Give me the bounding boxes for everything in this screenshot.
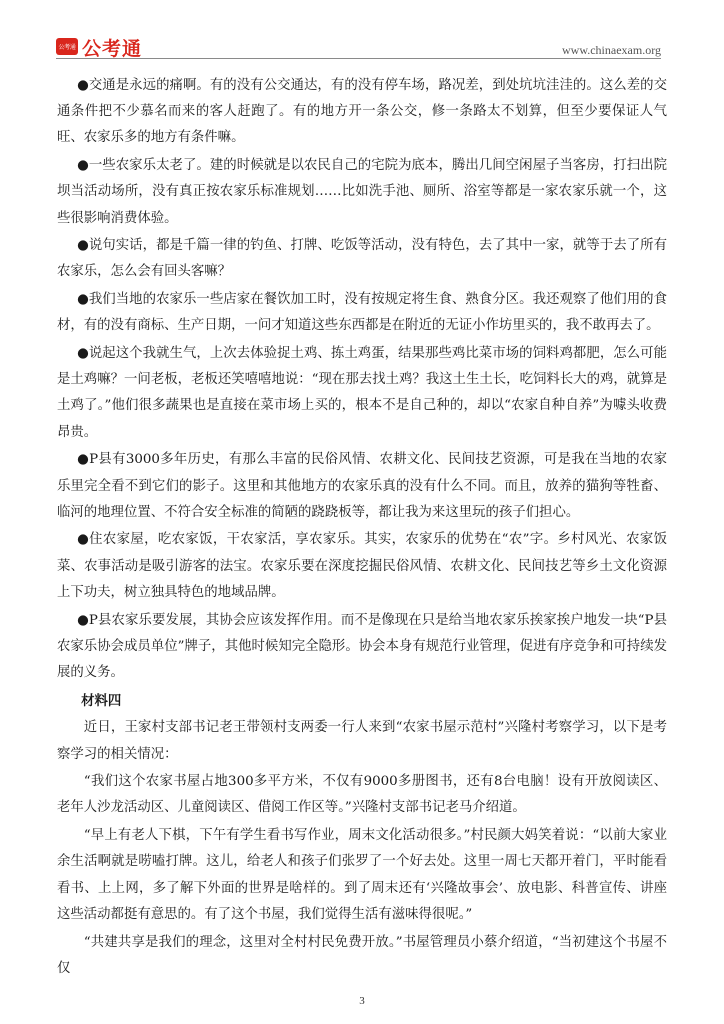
bullet-paragraph: ●住农家屋，吃农家饭，干农家活，享农家乐。其实，农家乐的优势在“农”字。乡村风光、农家饭菜、农事活动是吸引游客的法宝。农家乐要在深度挖掘民俗风情、农耕文化、民间技艺等乡土文化资源上下功夫，树立独具特色的地域品牌。 <box>57 532 667 600</box>
bullet-paragraph: ●P县有3000多年历史，有那么丰富的民俗风情、农耕文化、民间技艺资源，可是我在当地的农家乐里完全看不到它们的影子。这里和其他地方的农家乐真的没有什么不同。而且，放养的猫狗等牲畜、临河的地理位置、不符合安全标准的简陋的跷跷板等，都让我为来这里玩的孩子们担心。 <box>57 452 667 520</box>
body-paragraph: “早上有老人下棋，下午有学生看书写作业，周末文化活动很多。”村民颜大妈笑着说：“以前大家业余生活啊就是唠嗑打牌。这儿，给老人和孩子们张罗了一个好去处。这里一周七天都开着门，平时能看看书、上上网，多了解下外面的世界是啥样的。到了周末还有‘兴隆故事会’、放电影、科普宣传、讲座这些活动都挺有意思的。有了这个书屋，我们觉得生活有滋味得很呢。” <box>57 828 667 922</box>
bullet-paragraph: ●一些农家乐太老了。建的时候就是以农民自己的宅院为底本，腾出几间空闲屋子当客房，打扫出院坝当活动场所，没有真正按农家乐标准规划……比如洗手池、厕所、浴室等都是一家农家乐就一个，这些很影响消费体验。 <box>57 158 667 226</box>
bullet-paragraph: ●我们当地的农家乐一些店家在餐饮加工时，没有按规定将生食、熟食分区。我还观察了他们用的食材，有的没有商标、生产日期，一问才知道这些东西都是在附近的无证小作坊里买的，我不敢再去了。 <box>57 292 667 334</box>
logo-badge[interactable]: 公考通 <box>56 38 78 55</box>
body-paragraph: “我们这个农家书屋占地300多平方米，不仅有9000多册图书，还有8台电脑！设有开放阅读区、老年人沙龙活动区、儿童阅读区、借阅工作区等。”兴隆村支部书记老马介绍道。 <box>57 774 667 816</box>
header-divider <box>56 58 661 59</box>
body-paragraph: “共建共享是我们的理念，这里对全村村民免费开放。”书屋管理员小蔡介绍道，“当初建这个书屋不仅 <box>57 934 667 976</box>
document-body <box>57 73 667 983</box>
bullet-paragraph: ●交通是永远的痛啊。有的没有公交通达，有的没有停车场，路况差，到处坑坑洼洼的。这么差的交通条件把不少慕名而来的客人赶跑了。有的地方开一条公交，修一条路太不划算，但至少要保证人气旺、农家乐多的地方有条件嘛。 <box>57 78 667 146</box>
logo-text[interactable]: 公考通 <box>82 38 143 60</box>
section-title: 材料四 <box>81 692 122 709</box>
bullet-list <box>57 73 667 686</box>
bullet-paragraph: ●说句实话，都是千篇一律的钓鱼、打牌、吃饭等活动，没有特色，去了其中一家，就等于去了所有农家乐，怎么会有回头客嘛？ <box>57 238 667 280</box>
bullet-paragraph: ●P县农家乐要发展，其协会应该发挥作用。而不是像现在只是给当地农家乐挨家挨户地发一块“P县农家乐协会成员单位”牌子，其他时候知完全隐形。协会本身有规范行业管理，促进有序竞争和可持续发展的义务。 <box>57 612 667 680</box>
page-header <box>0 0 724 70</box>
bullet-paragraph: ●说起这个我就生气，上次去体验捉土鸡、拣土鸡蛋，结果那些鸡比菜市场的饲料鸡都肥，怎么可能是土鸡嘛？一问老板，老板还笑嘻嘻地说：“现在那去找土鸡？我这土生土长，吃饲料长大的鸡，就算是土鸡了。”他们很多蔬果也是直接在菜市场上买的，根本不是自己种的，却以“农家自种自养”为噱头收费昂贵。 <box>57 346 667 440</box>
site-url[interactable]: www.chinaexam.org <box>562 43 661 57</box>
material-four-body <box>57 715 667 982</box>
body-paragraph: 近日，王家村支部书记老王带领村支两委一行人来到“农家书屋示范村”兴隆村考察学习，以下是考察学习的相关情况： <box>57 720 667 762</box>
page-number: 3 <box>359 995 365 1007</box>
